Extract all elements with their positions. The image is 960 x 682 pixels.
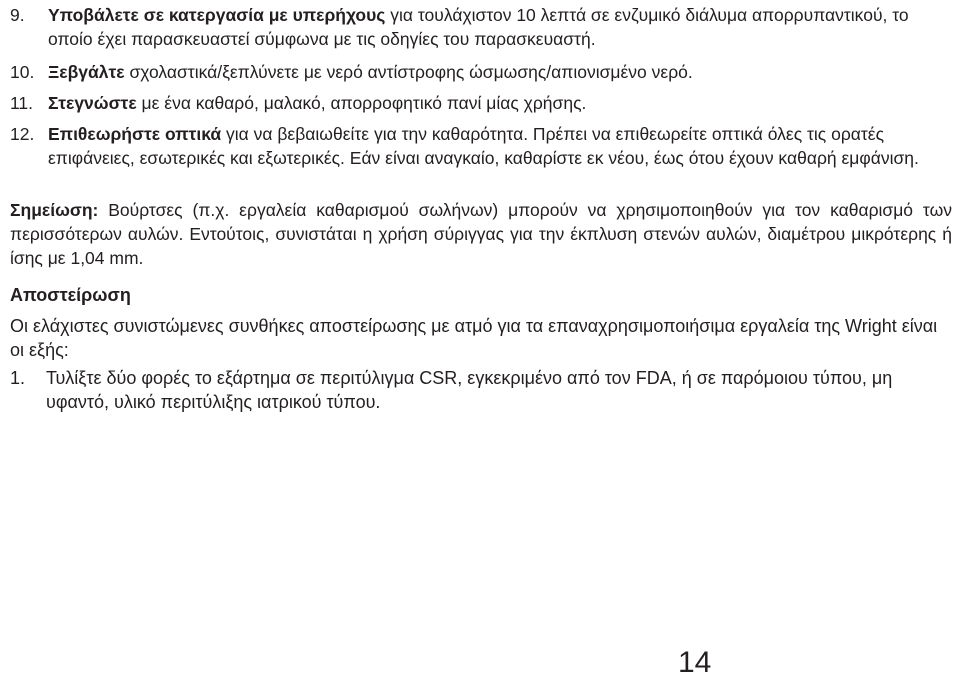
- list-text: Τυλίξτε δύο φορές το εξάρτημα σε περιτύλιγμα CSR, εγκεκριμένο από τον FDA, ή σε παρόμοιου τύπου, μη υφαντό, υλικό περιτύλιξης ιατρικού τύπου.: [46, 368, 893, 412]
- page-number: 14: [678, 646, 712, 679]
- step-number: 12.: [10, 124, 35, 144]
- step-11: [10, 91, 955, 115]
- step-body: [48, 3, 955, 51]
- step-text: για τουλάχιστον 10 λεπτά σε ενζυμικό διάλυμα απορρυπαντικού, το οποίο έχει παρασκευαστεί σύμφωνα με τις οδηγίες του παρασκευαστή.: [48, 5, 909, 49]
- list-number: 1.: [10, 368, 26, 388]
- sterilization-intro: Οι ελάχιστες συνιστώμενες συνθήκες αποστείρωσης με ατμό για τα επαναχρησιμοποιήσιμα εργαλεία της Wright είναι οι εξής:: [10, 316, 938, 360]
- step-number: 11.: [10, 93, 34, 113]
- step-action: Επιθεωρήστε οπτικά: [48, 124, 222, 144]
- sterilization-heading: Αποστείρωση: [10, 285, 131, 305]
- step-body: [48, 60, 955, 84]
- step-number: 9.: [10, 5, 25, 25]
- step-text: σχολαστικά/ξεπλύνετε με νερό αντίστροφης ώσμωσης/απιονισμένο νερό.: [124, 62, 693, 82]
- step-text: με ένα καθαρό, μαλακό, απορροφητικό πανί μίας χρήσης.: [136, 93, 587, 113]
- step-10: [10, 60, 955, 84]
- step-body: [48, 122, 955, 170]
- step-9: [10, 3, 955, 51]
- step-body: [48, 91, 955, 115]
- step-action: Στεγνώστε: [48, 93, 137, 113]
- step-action: Ξεβγάλτε: [48, 62, 125, 82]
- step-text: για να βεβαιωθείτε για την καθαρότητα. Πρέπει να επιθεωρείτε οπτικά όλες τις ορατές επιφάνειες, εσωτερικές και εξωτερικές. Εάν είναι αναγκαίο, καθαρίστε εκ νέου, έως ότου έχουν καθαρή εμφάνιση.: [48, 124, 919, 168]
- note-text: Βούρτσες (π.χ. εργαλεία καθαρισμού σωλήνων) μπορούν να χρησιμοποιηθούν για τον καθαρισμό των περισσότερων αυλών. Εντούτοις, συνιστάται η χρήση σύριγγας για την έκπλυση στενών αυλών, διαμέτρου μικρότερης ή ίσης με 1,04 mm.: [10, 200, 952, 268]
- step-number: 10.: [10, 62, 35, 82]
- cleaning-note: [10, 198, 952, 270]
- note-label: Σημείωση:: [10, 200, 99, 220]
- step-action: Υποβάλετε σε κατεργασία με υπερήχους: [48, 5, 386, 25]
- sterilization-step-1: [10, 366, 955, 414]
- step-12: [10, 122, 955, 170]
